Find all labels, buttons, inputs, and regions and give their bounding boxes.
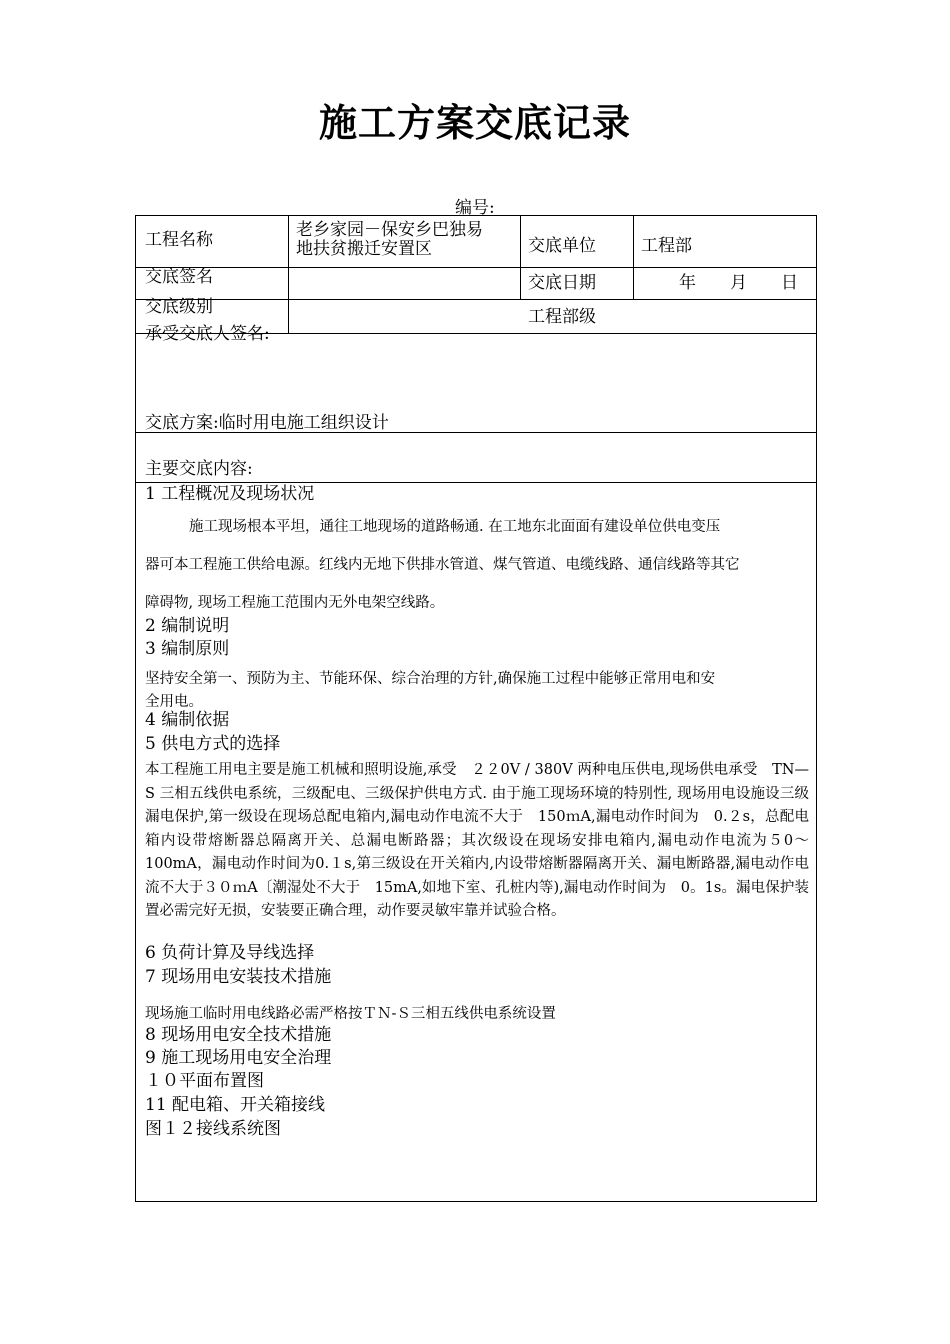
power-supply-paragraph: 本工程施工用电主要是施工机械和照明设施,承受 ２２0V / 380V 两种电压供电,现场供电承受 TN—S 三相五线供电系统，三级配电、三级保护供电方式. 由于施工现场环境的特别性, 现场用电设施设三级漏电保护,第一级设在现场总配电箱内,漏电动作电流不大于 150ｍA,漏电动作时间为 0.２s，总配电箱内设带熔断器总隔离开关、总漏电断路器；其次级设在现场安排电箱内,漏电动作电流为５0～100mA，漏电动作时间为0.１s,第三级设在开关箱内,内设带熔断器隔离开关、漏电断路器,漏电动作电流不大于３０ｍA〔潮湿处不大于 15mA,如地下室、孔桩内等),漏电动作时间为 0。1s。漏电保护装置必需完好无损，安装要正确合理，动作要灵敏牢靠并试验合格。 <box>145 762 809 919</box>
unit-value: 工程部 <box>641 236 692 256</box>
document-number-label: 编号: <box>455 198 495 218</box>
column-divider <box>633 216 634 300</box>
row-divider <box>136 482 816 483</box>
paragraph-line: 施工现场根本平坦，通往工地现场的道路畅通. 在工地东北面面有建设单位供电变压 <box>189 519 721 535</box>
section-heading: 8 现场用电安全技术措施 <box>145 1025 332 1045</box>
record-table <box>135 215 817 1202</box>
section-heading: 6 负荷计算及导线选择 <box>145 943 315 963</box>
column-divider <box>520 216 521 300</box>
date-value: 年 月 日 <box>679 273 798 293</box>
section-heading: 图１２接线系统图 <box>145 1119 281 1139</box>
section-heading: 3 编制原则 <box>145 639 230 659</box>
unit-label: 交底单位 <box>528 236 596 256</box>
paragraph-line: 坚持安全第一、预防为主、节能环保、综合治理的方针,确保施工过程中能够正常用电和安 <box>145 671 716 687</box>
date-label: 交底日期 <box>528 273 596 293</box>
page-title: 施工方案交底记录 <box>318 100 631 145</box>
paragraph-line: 现场施工临时用电线路必需严格按ＴＮ-Ｓ三相五线供电系统设置 <box>145 1006 556 1022</box>
signer-label: 交底签名 <box>145 267 213 287</box>
section-heading: 9 施工现场用电安全治理 <box>145 1048 332 1068</box>
paragraph-line: 全用电。 <box>145 694 203 710</box>
section-heading: 1 工程概况及现场状况 <box>145 484 315 504</box>
section-heading: 2 编制说明 <box>145 616 230 636</box>
section-heading: 7 现场用电安装技术措施 <box>145 967 332 987</box>
column-divider <box>288 216 289 333</box>
section-heading: 11 配电箱、开关箱接线 <box>145 1095 326 1115</box>
project-name-label: 工程名称 <box>145 230 213 250</box>
section-heading: 5 供电方式的选择 <box>145 734 281 754</box>
section-heading: １０平面布置图 <box>145 1071 264 1091</box>
section-heading: 4 编制依据 <box>145 710 230 730</box>
row-divider <box>136 299 816 300</box>
receiver-signature-label: 承受交底人签名: <box>145 324 270 344</box>
row-divider <box>136 267 816 268</box>
plan-label: 交底方案:临时用电施工组织设计 <box>145 413 389 433</box>
paragraph-line: 障碍物, 现场工程施工范围内无外电架空线路。 <box>145 595 445 611</box>
level-value: 工程部级 <box>528 307 596 327</box>
paragraph-line: 器可本工程施工供给电源。红线内无地下供排水管道、煤气管道、电缆线路、通信线路等其它 <box>145 557 740 573</box>
level-label: 交底级别 <box>145 297 213 317</box>
content-label: 主要交底内容: <box>145 459 253 479</box>
project-name-value: 老乡家园－保安乡巴独易 地扶贫搬迁安置区 <box>296 220 483 259</box>
